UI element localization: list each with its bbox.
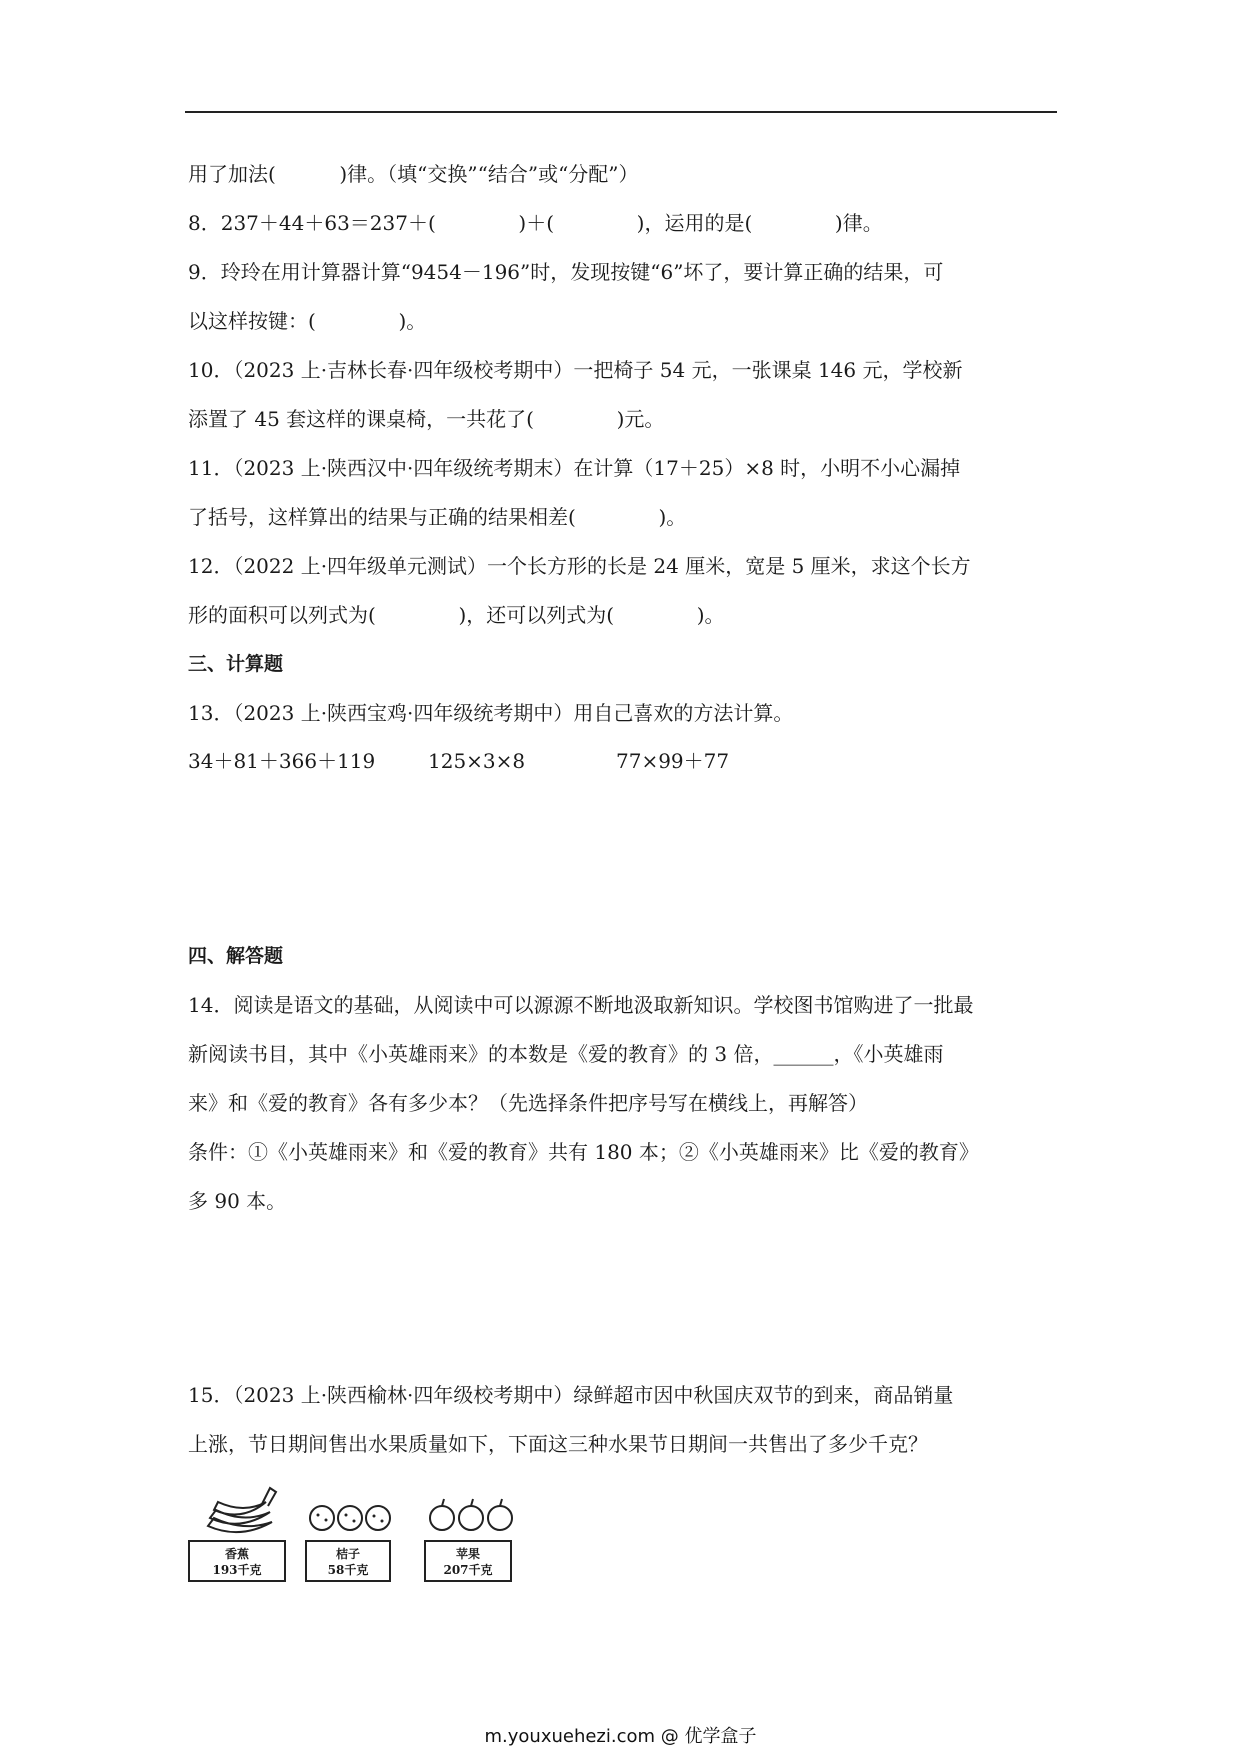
q13-expression-2: 125×3×8 bbox=[428, 749, 526, 773]
orange-icon bbox=[306, 1500, 394, 1534]
apple-icon bbox=[426, 1496, 516, 1534]
q12-line-1: 12．（2022 上·四年级单元测试）一个长方形的长是 24 厘米，宽是 5 厘米，求这个长方 bbox=[188, 554, 971, 578]
q11-line-1: 11．（2023 上·陕西汉中·四年级统考期末）在计算（17＋25）×8 时，小明不小心漏掉 bbox=[188, 456, 961, 480]
q14-line-2: 新阅读书目，其中《小英雄雨来》的本数是《爱的教育》的 3 倍，______，《小英雄雨 bbox=[188, 1042, 944, 1066]
q10-line-2: 添置了 45 套这样的课桌椅，一共花了( )元。 bbox=[188, 407, 665, 431]
q10-line-1: 10．（2023 上·吉林长春·四年级校考期中）一把椅子 54 元，一张课桌 146 元，学校新 bbox=[188, 358, 963, 382]
q14-line-1: 14．阅读是语文的基础，从阅读中可以源源不断地汲取新知识。学校图书馆购进了一批最 bbox=[188, 993, 974, 1017]
q14-conditions: 条件：①《小英雄雨来》和《爱的教育》共有 180 本；②《小英雄雨来》比《爱的教育》 bbox=[188, 1140, 979, 1164]
fruit-weight: 193千克 bbox=[212, 1563, 262, 1577]
q14-conditions-end: 多 90 本。 bbox=[188, 1189, 287, 1213]
section-3-heading: 三、计算题 bbox=[188, 653, 284, 675]
q14-line-3: 来》和《爱的教育》各有多少本？（先选择条件把序号写在横线上，再解答） bbox=[188, 1091, 868, 1115]
q9-line-2: 以这样按键：( )。 bbox=[188, 309, 427, 333]
header-rule bbox=[185, 111, 1057, 113]
fruit-name: 桔子 bbox=[335, 1547, 360, 1561]
q13-expression-3: 77×99＋77 bbox=[616, 749, 730, 773]
footer-watermark: m.youxuehezi.com @ 优学盒子 bbox=[484, 1726, 757, 1747]
q15-line-1: 15．（2023 上·陕西榆林·四年级校考期中）绿鲜超市因中秋国庆双节的到来，商品销量 bbox=[188, 1383, 954, 1407]
fruit-label-orange bbox=[305, 1540, 391, 1582]
banana-icon bbox=[200, 1482, 280, 1538]
q12-line-2: 形的面积可以列式为( )，还可以列式为( )。 bbox=[188, 603, 725, 627]
fruit-weight: 58千克 bbox=[327, 1563, 369, 1577]
q13-expression-1: 34＋81＋366＋119 bbox=[188, 749, 376, 773]
q15-line-2: 上涨，节日期间售出水果质量如下，下面这三种水果节日期间一共售出了多少千克？ bbox=[188, 1432, 928, 1456]
fruit-label-apple bbox=[424, 1540, 512, 1582]
fruit-name: 香蕉 bbox=[224, 1547, 249, 1561]
q11-line-2: 了括号，这样算出的结果与正确的结果相差( )。 bbox=[188, 505, 687, 529]
fruit-label-banana bbox=[188, 1540, 286, 1582]
q9-line-1: 9．玲玲在用计算器计算“9454－196”时，发现按键“6”坏了，要计算正确的结果，可 bbox=[188, 260, 944, 284]
q13-text: 13．（2023 上·陕西宝鸡·四年级统考期中）用自己喜欢的方法计算。 bbox=[188, 701, 794, 725]
fruit-weight: 207千克 bbox=[443, 1563, 493, 1577]
q8-text: 8．237＋44＋63＝237＋( )＋( )，运用的是( )律。 bbox=[188, 211, 883, 235]
q7-continuation: 用了加法( )律。（填“交换”“结合”或“分配”） bbox=[188, 162, 639, 186]
section-4-heading: 四、解答题 bbox=[188, 945, 284, 967]
fruit-name: 苹果 bbox=[455, 1547, 480, 1561]
